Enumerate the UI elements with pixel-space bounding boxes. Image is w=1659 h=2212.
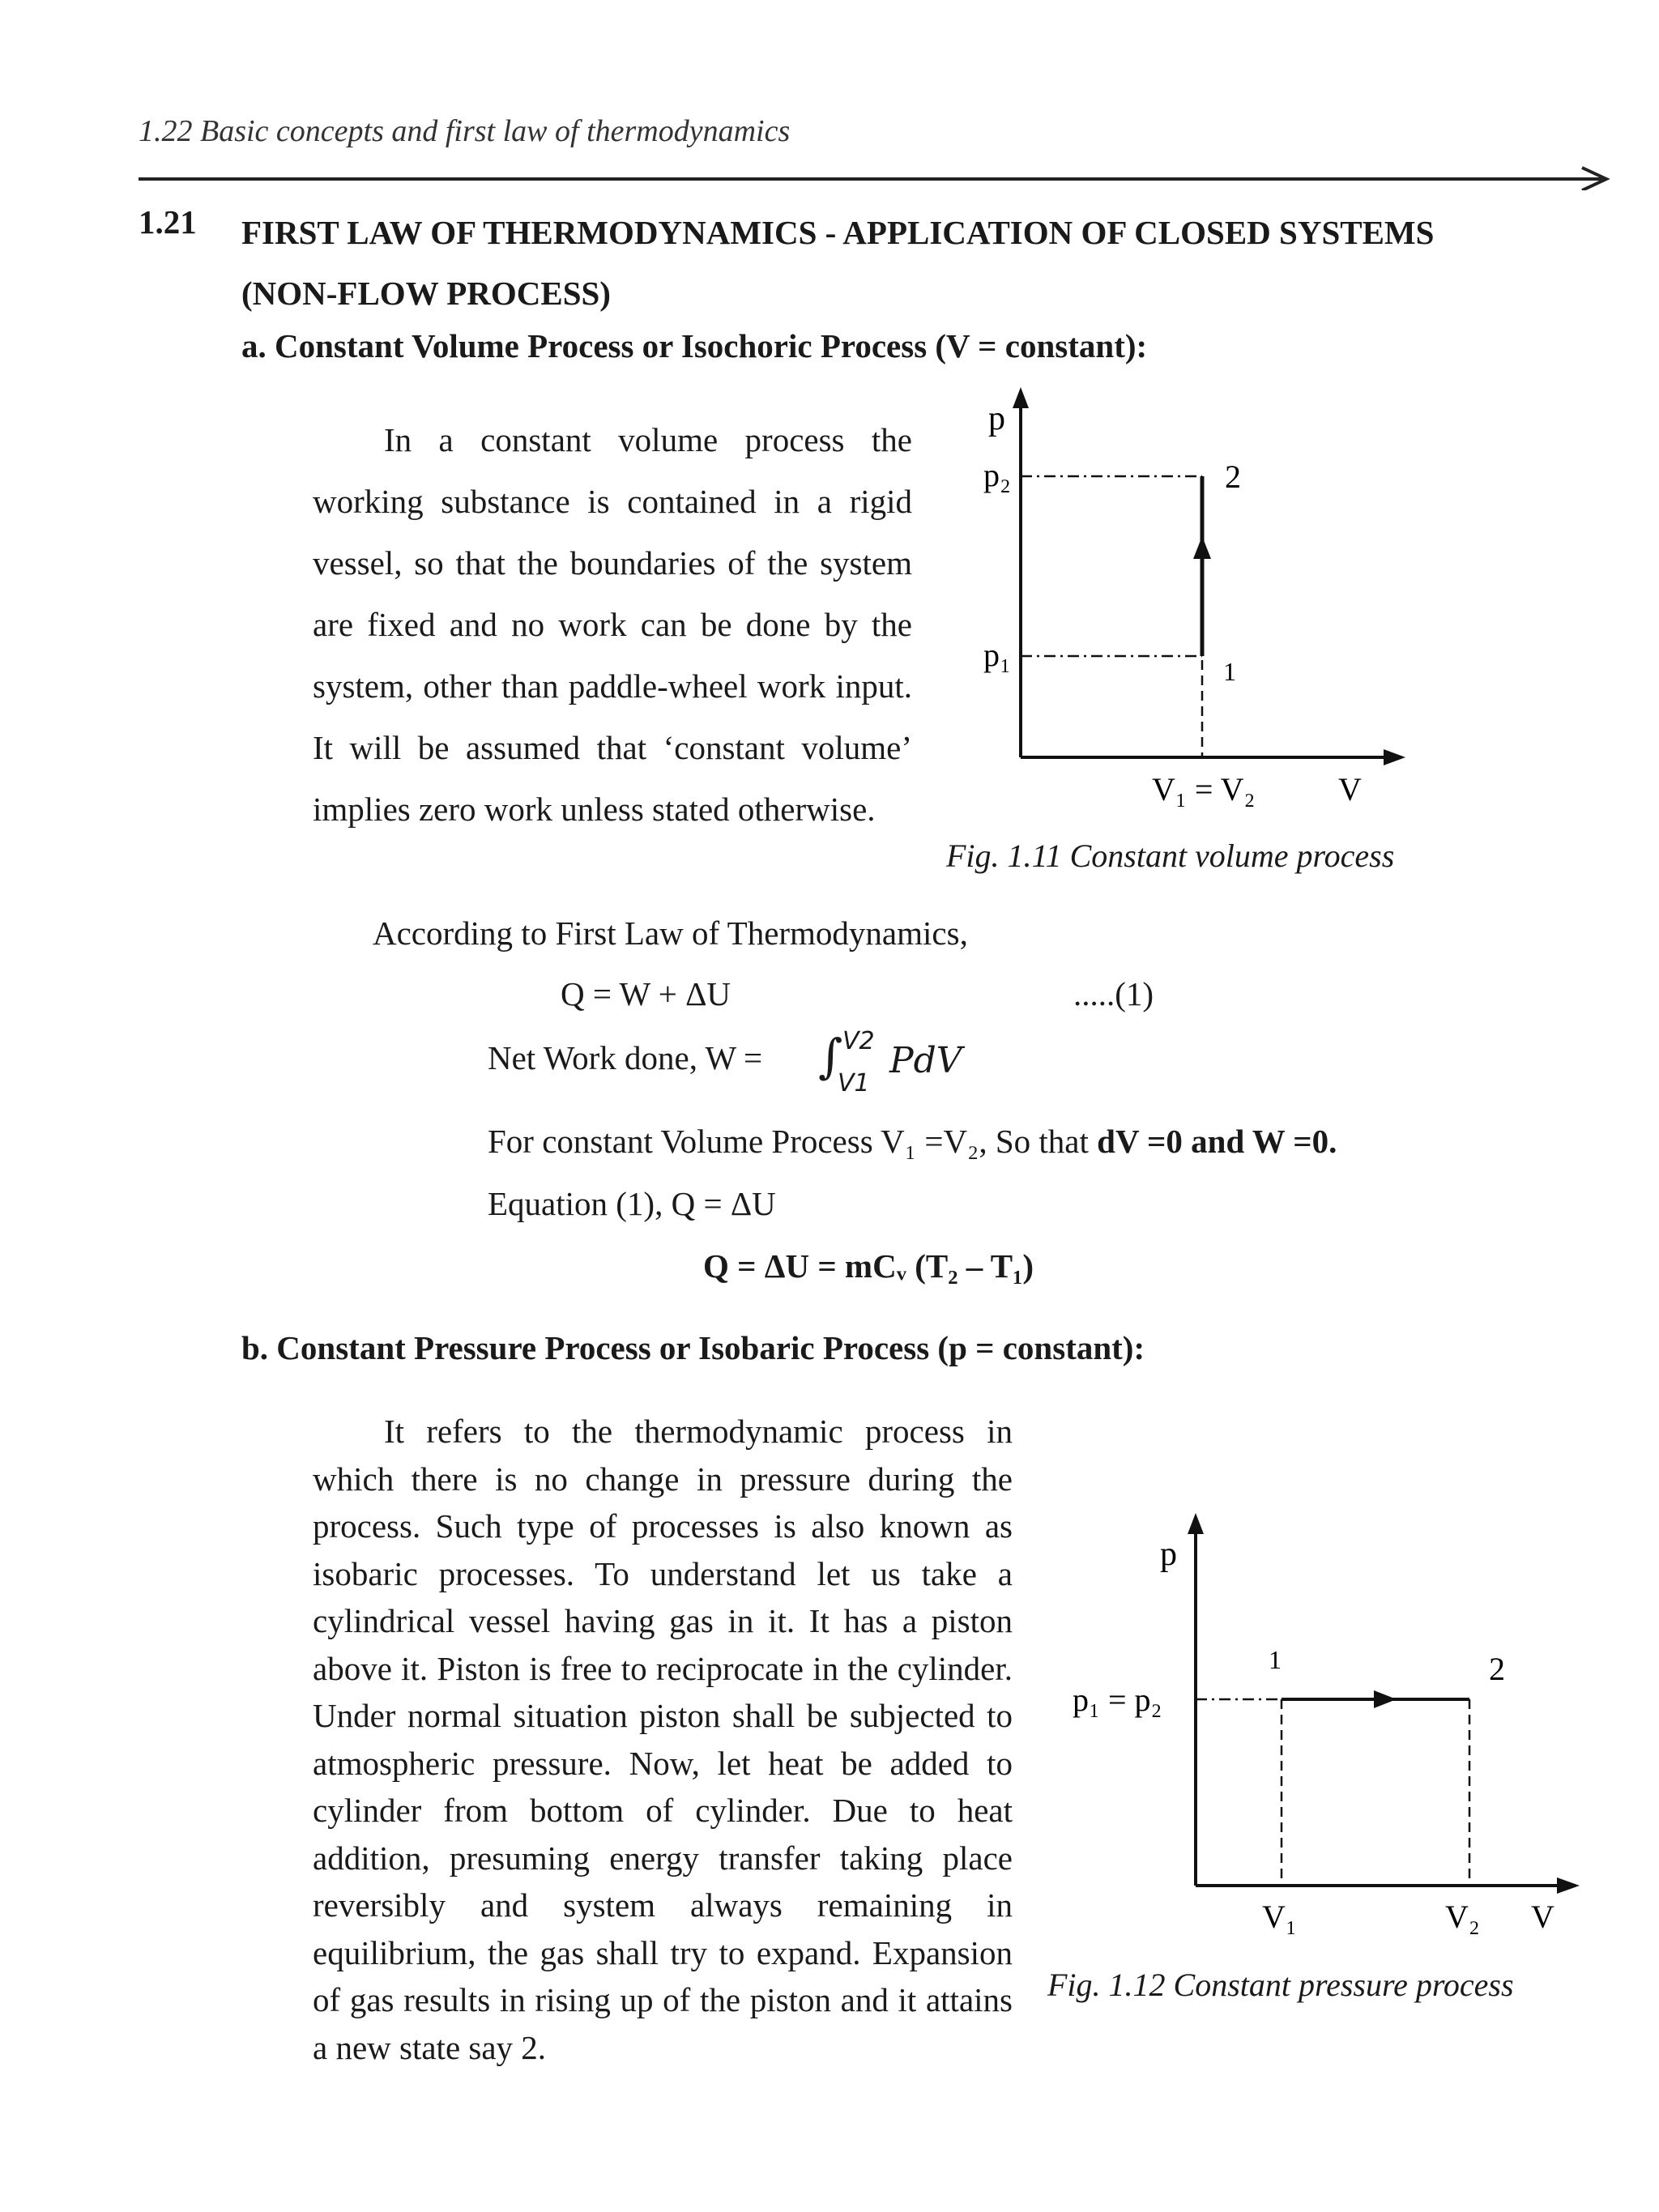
constant-volume-text: In a constant volume process the working substance is contained in a rigid vessel, so that the boundaries of the system are fixed and no work can be done by the system, other than paddle-wheel work input. It will be assumed that ‘constant volume’ implies zero work unless stated otherwise. — [313, 421, 912, 828]
fig-a-axis-p: p — [988, 400, 1005, 437]
integral-lower-limit: V1 — [838, 1069, 870, 1097]
fig-b-axis-v: V — [1531, 1899, 1555, 1935]
equation-1-ref: .....(1) — [1073, 975, 1154, 1012]
constant-volume-paragraph — [313, 409, 912, 840]
fig-b-axis-p: p — [1160, 1536, 1177, 1573]
fig-a-p1-label: p₁ — [983, 637, 1011, 673]
fig-b-v2-label: V₂ — [1445, 1899, 1480, 1935]
constant-pressure-heading: b. Constant Pressure Process or Isobaric Process (p = constant): — [241, 1329, 1145, 1366]
figure-1-12-caption: Fig. 1.12 Constant pressure process — [1047, 1967, 1514, 2003]
constant-volume-condition — [488, 1122, 1337, 1161]
fig-a-state-1: 1 — [1223, 657, 1236, 686]
constant-volume-diagram — [972, 381, 1426, 826]
equation-1: Q = W + ΔU — [561, 975, 731, 1012]
section-title: FIRST LAW OF THERMODYNAMICS - APPLICATION OF CLOSED SYSTEMS (NON-FLOW PROCESS) — [241, 214, 1435, 312]
condition-text: For constant Volume Process V₁ =V₂, So that — [488, 1123, 1098, 1160]
net-work-equals: = — [744, 1039, 763, 1076]
fig-a-state-2: 2 — [1225, 458, 1241, 495]
constant-volume-heading: a. Constant Volume Process or Isochoric Process (V = constant): — [241, 327, 1148, 364]
fig-b-state-2: 2 — [1489, 1651, 1505, 1687]
fig-a-volume-label: V₁ = V₂ — [1152, 771, 1256, 808]
net-work-label: Net Work done, W — [488, 1039, 737, 1076]
constant-pressure-text: It refers to the thermodynamic process in which there is no change in pressure during the process. Such type of processes is also known as isobaric processes. To understand let us take a cylindrical vessel having gas in it. It has a piston above it. Piston is free to reciprocate in the cylinder. Under normal situation piston shall be subjected to atmospheric pressure. Now, let heat be added to cylinder from bottom of cylinder. Due to heat addition, presuming energy transfer taking place reversibly and system always remaining in equilibrium, the gas shall try to expand. Expansion of gas results in rising up of the piston and it attains a new state say 2. — [313, 1413, 1013, 2066]
first-law-intro: According to First Law of Thermodynamics, — [373, 914, 968, 952]
constant-pressure-diagram — [1053, 1507, 1604, 1960]
integral-sign: ∫ — [818, 1029, 843, 1084]
fig-a-p2-label: p₂ — [983, 457, 1011, 493]
fig-a-axis-v: V — [1338, 771, 1362, 808]
fig-b-v1-label: V₁ — [1262, 1899, 1297, 1935]
integral-upper-limit: V2 — [842, 1027, 875, 1055]
equation-reduced: Equation (1), Q = ΔU — [488, 1185, 776, 1222]
constant-pressure-paragraph — [313, 1408, 1013, 2071]
header-rule-arrow — [139, 166, 1613, 190]
fig-b-state-1: 1 — [1269, 1645, 1282, 1674]
section-number: 1.21 — [139, 203, 197, 241]
equation-final: Q = ΔU = mCᵥ (T₂ – T₁) — [703, 1247, 1034, 1285]
condition-result: dV =0 and W =0. — [1097, 1123, 1337, 1160]
running-header: 1.22 Basic concepts and first law of thermodynamics — [139, 114, 791, 148]
integrand: PdV — [889, 1040, 962, 1081]
fig-b-pressure-label: p₁ = p₂ — [1073, 1681, 1162, 1718]
figure-1-11-caption: Fig. 1.11 Constant volume process — [946, 837, 1395, 874]
